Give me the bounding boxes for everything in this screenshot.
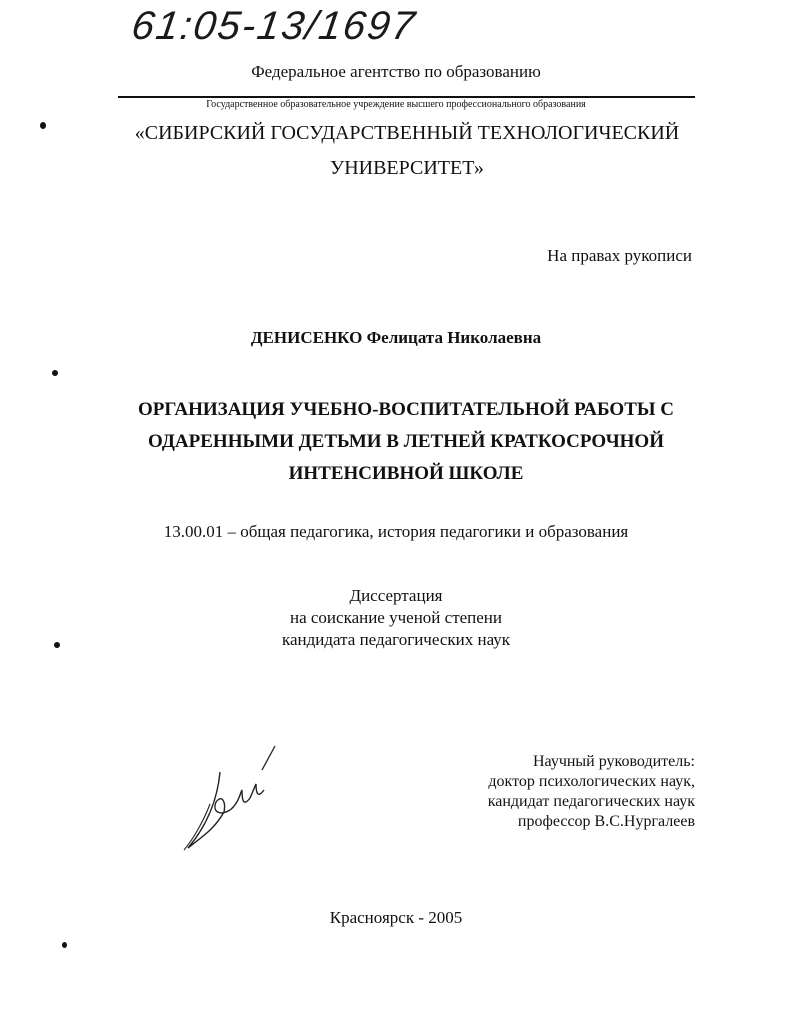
scan-speck — [52, 370, 58, 376]
degree-line: кандидата педагогических наук — [281, 630, 511, 649]
city-year: Красноярск - 2005 — [329, 908, 463, 927]
advisor-line: Научный руководитель: — [532, 753, 695, 770]
header-divider — [118, 96, 695, 98]
title-line: ОДАРЕННЫМИ ДЕТЬМИ В ЛЕТНЕЙ КРАТКОСРОЧНОЙ — [148, 431, 664, 452]
rights-note: На правах рукописи — [547, 246, 692, 265]
degree-line: на соискание ученой степени — [289, 608, 503, 627]
title-line: ОРГАНИЗАЦИЯ УЧЕБНО-ВОСПИТАТЕЛЬНОЙ РАБОТЫ С — [137, 399, 675, 420]
scientific-advisor — [488, 752, 695, 832]
author-name — [0, 328, 792, 348]
advisor-line: доктор психологических наук, — [488, 773, 695, 790]
university-name — [112, 116, 702, 186]
specialty-code: 13.00.01 – общая педагогика, история педагогики и образования — [163, 522, 629, 541]
advisor-line: кандидат педагогических наук — [487, 793, 695, 810]
university-line: УНИВЕРСИТЕТ» — [330, 157, 484, 179]
scan-speck — [54, 642, 60, 648]
dissertation-title — [100, 394, 712, 490]
scan-speck — [40, 122, 46, 129]
author-surname: ДЕНИСЕНКО — [250, 328, 363, 347]
agency-name: Федеральное агентство по образованию — [251, 62, 541, 81]
title-line: ИНТЕНСИВНОЙ ШКОЛЕ — [288, 463, 524, 484]
university-line: «СИБИРСКИЙ ГОСУДАРСТВЕННЫЙ ТЕХНОЛОГИЧЕСКИЙ — [134, 122, 680, 144]
signature-image — [180, 742, 290, 854]
author-given-names: Фелицата Николаевна — [366, 328, 542, 347]
dissertation-degree — [0, 585, 792, 651]
institution-type: Государственное образовательное учреждение высшего профессионального образования — [206, 99, 586, 110]
degree-line: Диссертация — [349, 586, 443, 605]
scan-speck — [62, 942, 67, 948]
advisor-line: профессор В.С.Нургалеев — [517, 813, 695, 830]
handwritten-stamp-code: 61:05-13/1697 — [128, 4, 420, 48]
